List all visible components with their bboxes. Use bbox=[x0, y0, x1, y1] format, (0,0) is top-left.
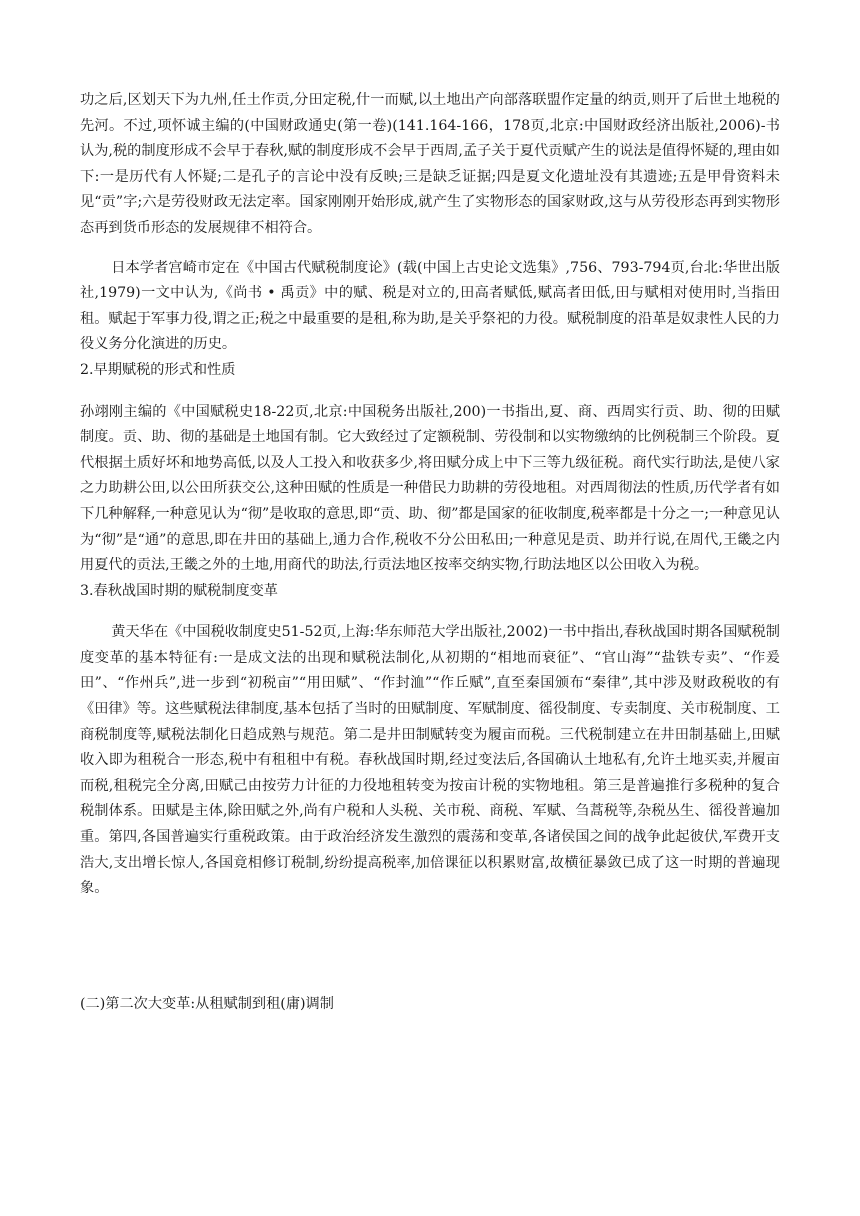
document-page bbox=[80, 88, 780, 1017]
paragraph-gong-zhu-che: 孙翊刚主编的《中国赋税史18-22页,北京:中国税务出版社,200)一书指出,夏、商、西周实行贡、助、彻的田赋制度。贡、助、彻的基础是土地国有制。它大致经过了定额税制、劳役制和以实物缴纳的比例税制三个阶段。夏代根据土质好坏和地势高低,以及人工投入和收获多少,将田赋分成上中下三等九级征税。商代实行助法,是使八家之力助耕公田,以公田所获交公,这种田赋的性质是一种借民力助耕的劳役地租。对西周彻法的性质,历代学者有如下几种解释,一种意见认为“彻”是收取的意思,即“贡、助、彻”都是国家的征收制度,税率都是十分之一;一种意见认为“彻”是“通”的意思,即在井田的基础上,通力合作,税收不分公田私田;一种意见是贡、助并行说,在周代,王畿之内用夏代的贡法,王畿之外的土地,用商代的助法,行贡法地区按率交纳实物,行助法地区以公田收入为税。 bbox=[80, 403, 780, 574]
section-heading-spring-autumn-reform: 3.春秋战国时期的赋税制度变革 bbox=[80, 582, 278, 599]
paragraph-reform-features: 黄天华在《中国税收制度史51-52页,上海:华东师范大学出版社,2002)一书中指出,春秋战国时期各国赋税制度变革的基本特征有:一是成文法的出现和赋税法制化,从初期的“相地而衰征”、“官山海”“盐铁专卖”、“作爰田”、“作州兵”,进一步到“初税亩”“用田赋”、“作封洫”“作丘赋”,直至秦国颁布“秦律”,其中涉及财政税收的有《田律》等。这些赋税法律制度,基本包括了当时的田赋制度、军赋制度、徭役制度、专卖制度、关市税制度、工商税制度等,赋税法制化日趋成熟与规范。第二是井田制赋转变为履亩而税。三代税制建立在井田制基础上,田赋收入即为租税合一形态,税中有租租中有税。春秋战国时期,经过变法后,各国确认土地私有,允许土地买卖,并履亩而税,租税完全分离,田赋己由按劳力计征的力役地租转变为按亩计税的实物地租。第三是普遍推行多税种的复合税制体系。田赋是主体,除田赋之外,尚有户税和人头税、关市税、商税、军赋、刍蒿税等,杂税丛生、徭役普遍加重。第四,各国普遍实行重税政策。由于政治经济发生激烈的震荡和变革,各诸侯国之间的战争此起彼伏,军费开支浩大,支出增长惊人,各国竟相修订税制,纷纷提高税率,加倍课征以积累财富,故横征暴敛已成了这一时期的普遍现象。 bbox=[80, 624, 780, 897]
paragraph-miyazaki-theory: 日本学者宫崎市定在《中国古代赋税制度论》(载(中国上古史论文选集》,756、793-794页,台北:华世出版社,1979)一文中认为,《尚书 • 禹贡》中的赋、税是对立的,田高者赋低,赋高者田低,田与赋相对使用时,当指田租。赋起于军事力役,谓之正;税之中最重要的是租,称为助,是关乎祭祀的力役。赋税制度的沿革是奴隶性人民的力役义务分化演进的历史。 bbox=[80, 259, 780, 353]
paragraph-fiscal-origins: 功之后,区划天下为九州,任土作贡,分田定税,什一而赋,以土地出产向部落联盟作定量的纳贡,则开了后世土地税的先河。不过,项怀诚主编的(中国财政通史(第一卷)(141.164-166，178页,北京:中国财政经济出版社,2006)-书认为,税的制度形成不会早于春秋,赋的制度形成不会早于西周,孟子关于夏代贡赋产生的说法是值得怀疑的,理由如下:一是历代有人怀疑;二是孔子的言论中没有反映;三是缺乏证据;四是夏文化遗址没有其遗迹;五是甲骨资料未见“贡”字;六是劳役财政无法定率。国家刚刚开始形成,就产生了实物形态的国家财政,这与从劳役形态再到实物形态再到货币形态的发展规律不相符合。 bbox=[80, 92, 780, 236]
blank-space bbox=[80, 902, 780, 992]
section-heading-early-taxes: 2.早期赋税的形式和性质 bbox=[80, 361, 236, 378]
section-heading-second-reform: (二)第二次大变革:从租赋制到租(庸)调制 bbox=[80, 995, 334, 1012]
